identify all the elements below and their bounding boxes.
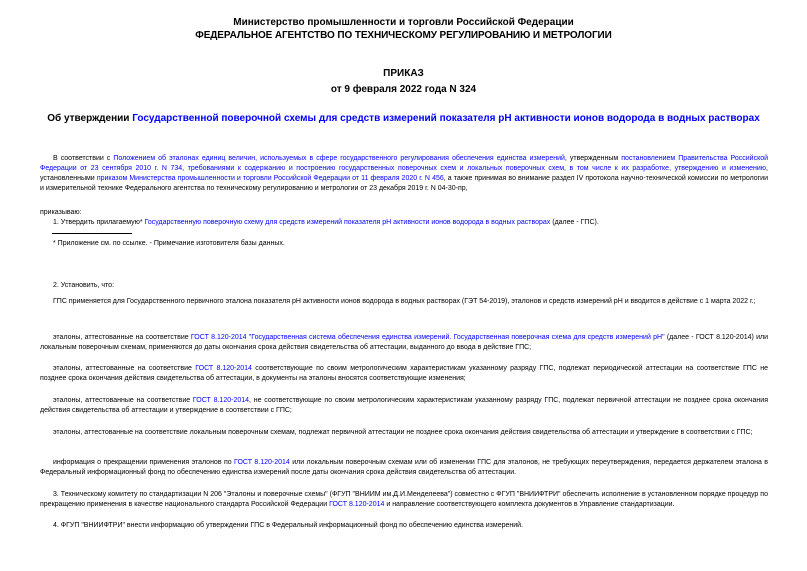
information-paragraph (40, 458, 768, 478)
text: В соответствии с (53, 155, 114, 162)
document-title (40, 112, 767, 125)
text: 3. Техническому комитету по стандартизации N 206 "Эталоны и поверочные схемы" (ФГУП "ВНИИМ им.Д.И.Менделеева") совместно с ФГУП "ВНИИФТРИ" обеспечить исполнение в установленном порядке процедур по прекращению применения в качестве национального стандарта Российской Федерации (40, 491, 768, 508)
title-prefix: Об утверждении (47, 113, 133, 124)
item-2-paragraph: 2. Установить, что: (53, 282, 115, 289)
order-word: приказываю: (40, 209, 82, 216)
link-ministry-order[interactable]: приказом Министерства промышленности и торговли Российской Федерации от 11 февраля 2020 г. N 456 (96, 175, 444, 182)
footnote: * Приложение см. по ссылке. - Примечание изготовителя базы данных. (53, 240, 285, 247)
text: соответствующие по своим метрологическим характеристикам указанному разряду ГПС, подлежат периодической аттестации на соответствие ГПС не позднее срока окончания действия свидетельства об аттестации, в документы на эталоны вносятся соответствующие изменения; (40, 365, 768, 382)
gps-paragraph: ГПС применяется для Государственного первичного эталона показателя pH активности ионов водорода в водных растворах (ГЭТ 54-2019), эталонов и средств измерений pH и вводится в действие с 1 марта 2022 г.; (53, 298, 756, 305)
etalons-paragraph-2 (40, 364, 768, 384)
link-gost[interactable]: ГОСТ 8.120-2014 (192, 397, 250, 404)
link-gost[interactable]: ГОСТ 8.120-2014 (329, 501, 385, 508)
text: , установленными (40, 165, 768, 182)
text: , а также принимая во внимание раздел IV протокола научно-технической комиссии по метрологии и измерительной технике Федерального агентства по техническому регулированию и метрологии от 23 декабря 2019 г. N 04-30-пр, (40, 175, 768, 192)
text: , (182, 165, 188, 172)
etalons-paragraph-3 (40, 396, 768, 416)
text: эталоны, аттестованные на соответствие (53, 365, 196, 372)
item-1-paragraph (40, 218, 768, 228)
item-4-paragraph: 4. ФГУП "ВНИИФТРИ" внести информацию об утверждении ГПС в Федеральный информационный фонд по обеспечению единства измерений. (53, 522, 524, 529)
text: или локальным поверочным схемам или об изменении ГПС для эталонов, не требующих переутверждения, передается держателем эталона в Федеральный информационный фонд по обеспечению единства измерений после даты окончания срока действия свидетельства об аттестации. (40, 459, 768, 476)
text: (далее - ГПС). (550, 219, 599, 226)
text: , не соответствующие по своим метрологическим характеристикам указанному разряду ГПС, подлежат первичной аттестации не позднее срока окончания действия свидетельства об аттестации и утверждение в соответствии с ГПС; (40, 397, 768, 414)
link-requirements[interactable]: требованиями к содержанию и построению государственных поверочных схем и локальных поверочных схем, в том числе к их разработке, утверждению и изменению (187, 165, 767, 172)
text: эталоны, аттестованные на соответствие (53, 397, 193, 404)
link-gost[interactable]: ГОСТ 8.120-2014 (195, 365, 252, 372)
title-link[interactable]: Государственной поверочной схемы для средств измерений показателя pH активности ионов водорода в водных растворах (132, 113, 760, 124)
doc-type-heading: ПРИКАЗ (383, 68, 424, 79)
order-date-number: от 9 февраля 2022 года N 324 (330, 84, 477, 95)
etalons-paragraph-4: эталоны, аттестованные на соответствие локальным поверочным схемам, подлежат первичной аттестации не позднее срока окончания действия свидетельства об аттестации и утверждение в соответствии с ГПС; (53, 429, 753, 436)
ministry-heading: Министерство промышленности и торговли Российской Федерации (233, 17, 574, 28)
text: информация о прекращении применения эталонов по (53, 459, 235, 466)
text: 1. Утвердить прилагаемую* (53, 219, 145, 226)
link-gost[interactable]: ГОСТ 8.120-2014 (234, 459, 290, 466)
agency-heading: ФЕДЕРАЛЬНОЕ АГЕНТСТВО ПО ТЕХНИЧЕСКОМУ РЕГУЛИРОВАНИЮ И МЕТРОЛОГИИ (195, 30, 612, 41)
link-gps-scheme[interactable]: Государственную поверочную схему для средств измерений показателя pH активности ионов водорода в водных растворах (144, 219, 551, 226)
etalons-paragraph-1 (40, 333, 768, 353)
item-3-paragraph (40, 490, 768, 510)
text: эталоны, аттестованные на соответствие (53, 334, 191, 341)
preamble-paragraph (40, 154, 768, 194)
link-regulation-on-standards[interactable]: Положением об эталонах единиц величин, используемых в сфере государственного регулирования обеспечения единства измерений (113, 155, 565, 162)
text: и направление соответствующего комплекта документов в Управление стандартизации. (384, 501, 675, 508)
link-government-decree[interactable]: постановлением Правительства Российской Федерации от 23 сентября 2010 г. N 734 (40, 155, 769, 172)
footnote-divider (52, 233, 132, 234)
link-gost[interactable]: ГОСТ 8.120-2014 "Государственная система обеспечения единства измерений. Государственная поверочная схема для средств измерений pH" (190, 334, 665, 341)
text: , утвержденным (564, 155, 622, 162)
text: (далее - ГОСТ 8.120-2014) или локальным поверочным схемам, применяются до даты окончания срока действия свидетельства об аттестации, выданного до ввода в действие ГПС; (40, 334, 768, 351)
